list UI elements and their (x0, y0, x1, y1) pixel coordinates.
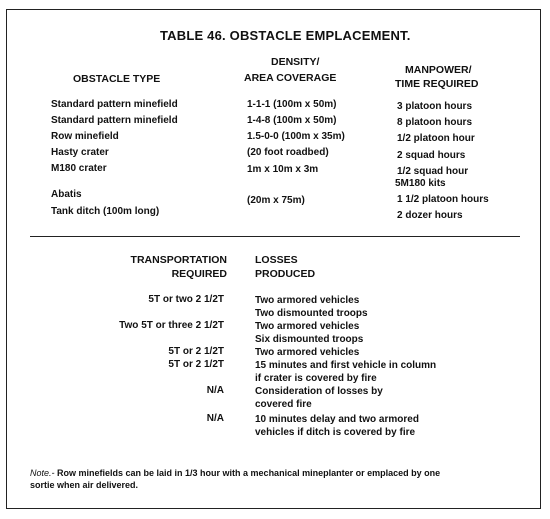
obstacle-type-cell: Row minefield (51, 131, 119, 142)
table-note (30, 467, 440, 479)
header-transport-line1: TRANSPORTATION (130, 254, 227, 266)
losses-cell: vehicles if ditch is covered by fire (255, 427, 416, 438)
density-cell: 1m x 10m x 3m (247, 164, 319, 175)
header-density-line1: DENSITY/ (271, 56, 320, 68)
header-manpower-line2: TIME REQUIRED (395, 78, 479, 90)
obstacle-type-cell: M180 crater (51, 163, 107, 174)
density-cell: 1-1-1 (100m x 50m) (247, 99, 337, 110)
density-cell: 1-4-8 (100m x 50m) (247, 115, 337, 126)
section-divider (30, 236, 520, 237)
density-cell: (20m x 75m) (247, 195, 305, 206)
note-line1: Row minefields can be laid in 1/3 hour with a mechanical mineplanter or emplaced by one (54, 468, 441, 478)
manpower-cell: 2 squad hours (397, 150, 466, 161)
losses-cell: if crater is covered by fire (255, 373, 377, 384)
transport-cell: Two 5T or three 2 1/2T (119, 320, 224, 331)
density-cell: (20 foot roadbed) (247, 147, 329, 158)
obstacle-type-cell: Standard pattern minefield (51, 99, 178, 110)
manpower-cell: 1/2 squad hour (397, 166, 469, 177)
note-label: Note.- (30, 468, 55, 478)
losses-cell: 15 minutes and first vehicle in column (255, 360, 437, 371)
manpower-cell: 2 dozer hours (397, 210, 463, 221)
note-line2: sortie when air delivered. (30, 480, 139, 490)
header-losses-line1: LOSSES (255, 254, 298, 266)
transport-cell: 5T or 2 1/2T (168, 346, 224, 357)
transport-cell: N/A (206, 385, 224, 396)
manpower-cell: 1/2 platoon hour (397, 133, 475, 144)
obstacle-type-cell: Tank ditch (100m long) (51, 206, 160, 217)
header-obstacle-type: OBSTACLE TYPE (73, 73, 161, 85)
losses-cell: covered fire (255, 399, 312, 410)
table-title: TABLE 46. OBSTACLE EMPLACEMENT. (160, 28, 411, 43)
transport-cell: N/A (206, 413, 224, 424)
density-cell: 1.5-0-0 (100m x 35m) (247, 131, 345, 142)
losses-cell: Two armored vehicles (255, 295, 360, 306)
manpower-cell: 1 1/2 platoon hours (397, 194, 489, 205)
header-transport-line2: REQUIRED (171, 268, 227, 280)
obstacle-type-cell: Abatis (51, 189, 82, 200)
header-density-line2: AREA COVERAGE (244, 72, 337, 84)
losses-cell: Two armored vehicles (255, 321, 360, 332)
transport-cell: 5T or 2 1/2T (168, 359, 224, 370)
losses-cell: Two armored vehicles (255, 347, 360, 358)
losses-cell: Six dismounted troops (255, 334, 364, 345)
losses-cell: Consideration of losses by (255, 386, 383, 397)
manpower-cell: 8 platoon hours (397, 117, 472, 128)
manpower-cell: 3 platoon hours (397, 101, 472, 112)
losses-cell: 10 minutes delay and two armored (255, 414, 419, 425)
manpower-cell-line2: 5M180 kits (395, 178, 446, 189)
header-manpower-line1: MANPOWER/ (405, 64, 472, 76)
obstacle-type-cell: Hasty crater (51, 147, 109, 158)
losses-cell: Two dismounted troops (255, 308, 368, 319)
header-losses-line2: PRODUCED (255, 268, 316, 280)
obstacle-type-cell: Standard pattern minefield (51, 115, 178, 126)
transport-cell: 5T or two 2 1/2T (148, 294, 224, 305)
